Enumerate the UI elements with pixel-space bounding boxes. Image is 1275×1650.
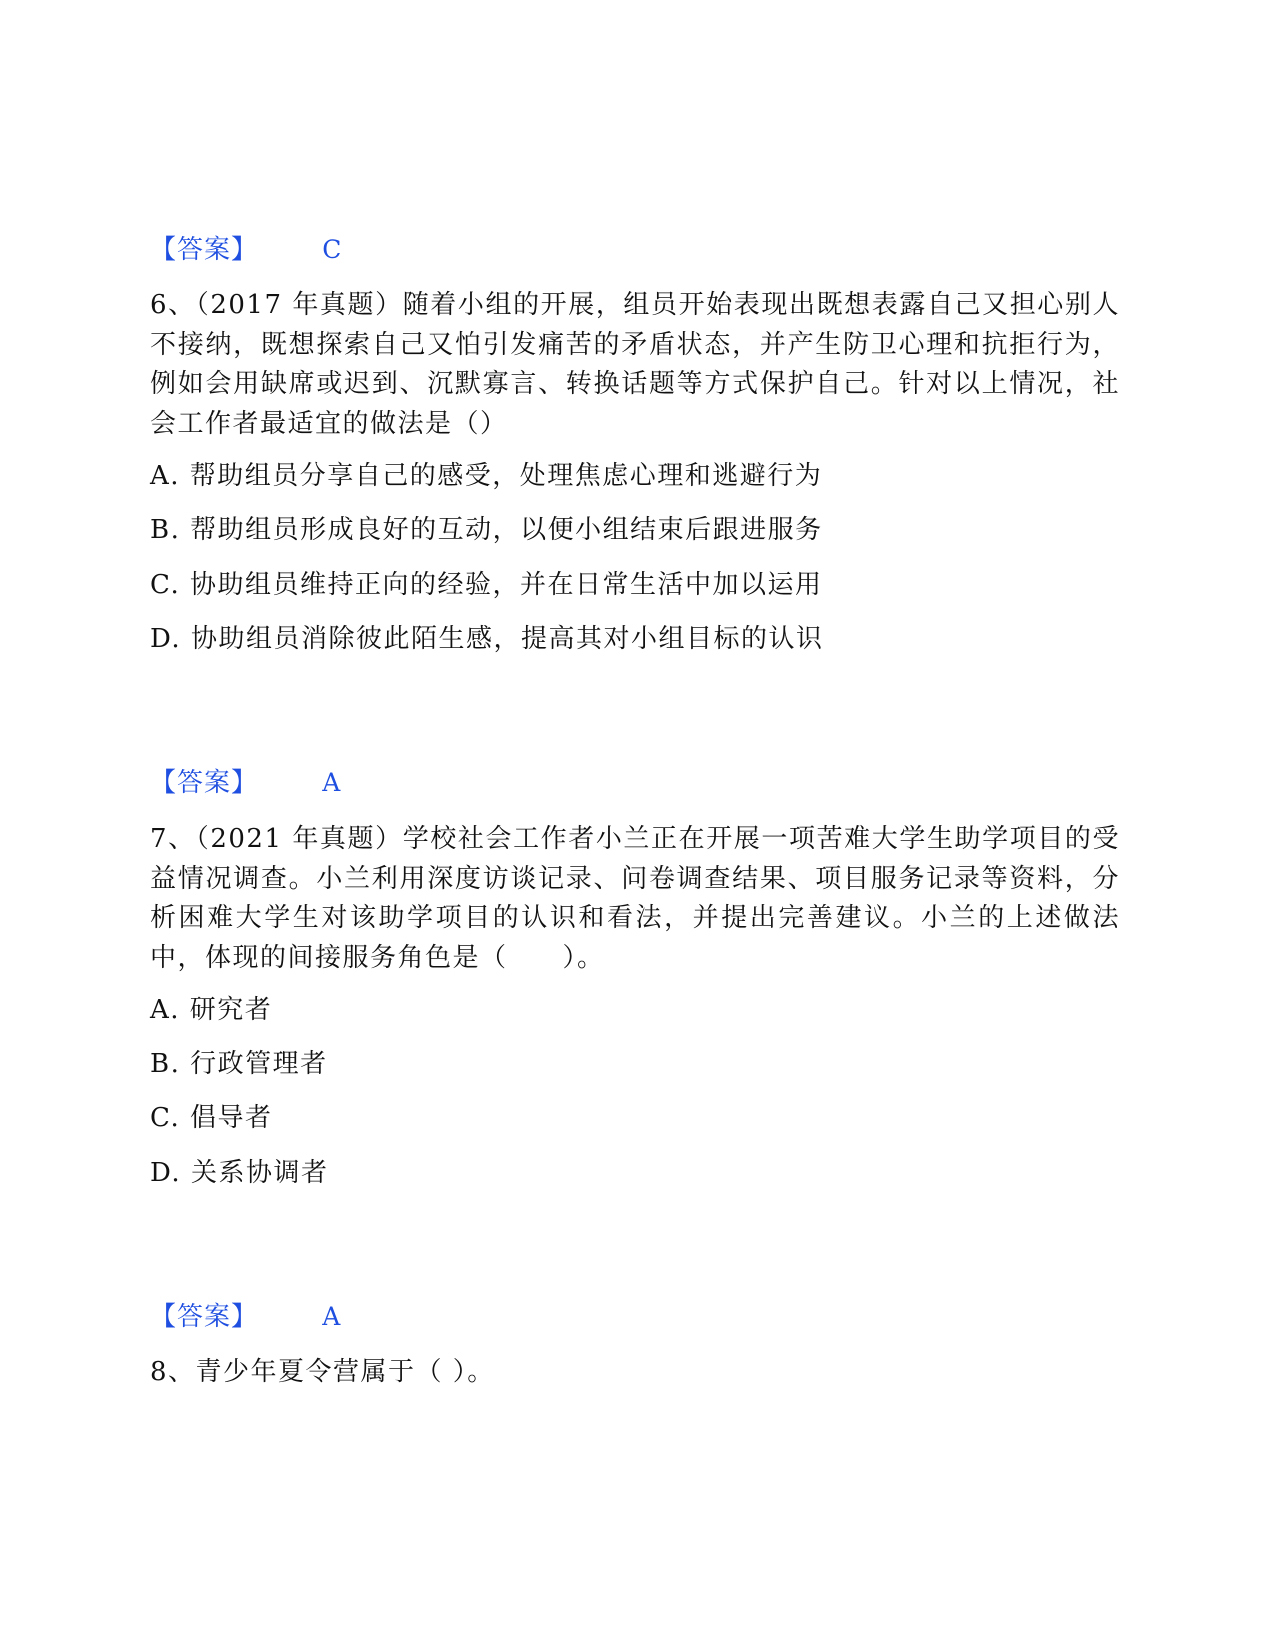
question-6-option-b: B. 帮助组员形成良好的互动，以便小组结束后跟进服务 bbox=[150, 515, 823, 545]
question-7-text: 7、（2021 年真题）学校社会工作者小兰正在开展一项苦难大学生助学项目的受益情况调查。小兰利用深度访谈记录、问卷调查结果、项目服务记录等资料，分析困难大学生对该助学项目的认识和看法，并提出完善建议。小兰的上述做法中，体现的间接服务角色是（ ）。 bbox=[150, 824, 1120, 973]
answer-line-5 bbox=[150, 230, 341, 270]
question-6-text: 6、（2017 年真题）随着小组的开展，组员开始表现出既想表露自己又担心别人不接纳，既想探索自己又怕引发痛苦的矛盾状态，并产生防卫心理和抗拒行为，例如会用缺席或迟到、沉默寡言、转换话题等方式保护自己。针对以上情况，社会工作者最适宜的做法是（） bbox=[150, 290, 1120, 439]
answer-label: 【答案】 bbox=[150, 235, 259, 265]
question-7-option-c: C. 倡导者 bbox=[150, 1103, 273, 1133]
answer-value: A bbox=[322, 768, 341, 797]
question-6-option-c: C. 协助组员维持正向的经验，并在日常生活中加以运用 bbox=[150, 570, 823, 600]
answer-line-6 bbox=[150, 763, 340, 803]
question-7-option-a: A. 研究者 bbox=[150, 995, 273, 1025]
answer-line-7 bbox=[150, 1297, 340, 1337]
question-8-text: 8、青少年夏令营属于（ ）。 bbox=[150, 1357, 495, 1387]
question-7-option-b: B. 行政管理者 bbox=[150, 1049, 328, 1079]
answer-value: C bbox=[322, 235, 342, 264]
answer-value: A bbox=[322, 1302, 341, 1331]
answer-label: 【答案】 bbox=[150, 1302, 259, 1332]
question-7-option-d: D. 关系协调者 bbox=[150, 1158, 329, 1188]
question-6-option-a: A. 帮助组员分享自己的感受，处理焦虑心理和逃避行为 bbox=[150, 461, 823, 491]
question-6-option-d: D. 协助组员消除彼此陌生感，提高其对小组目标的认识 bbox=[150, 624, 824, 654]
answer-label: 【答案】 bbox=[150, 768, 259, 798]
